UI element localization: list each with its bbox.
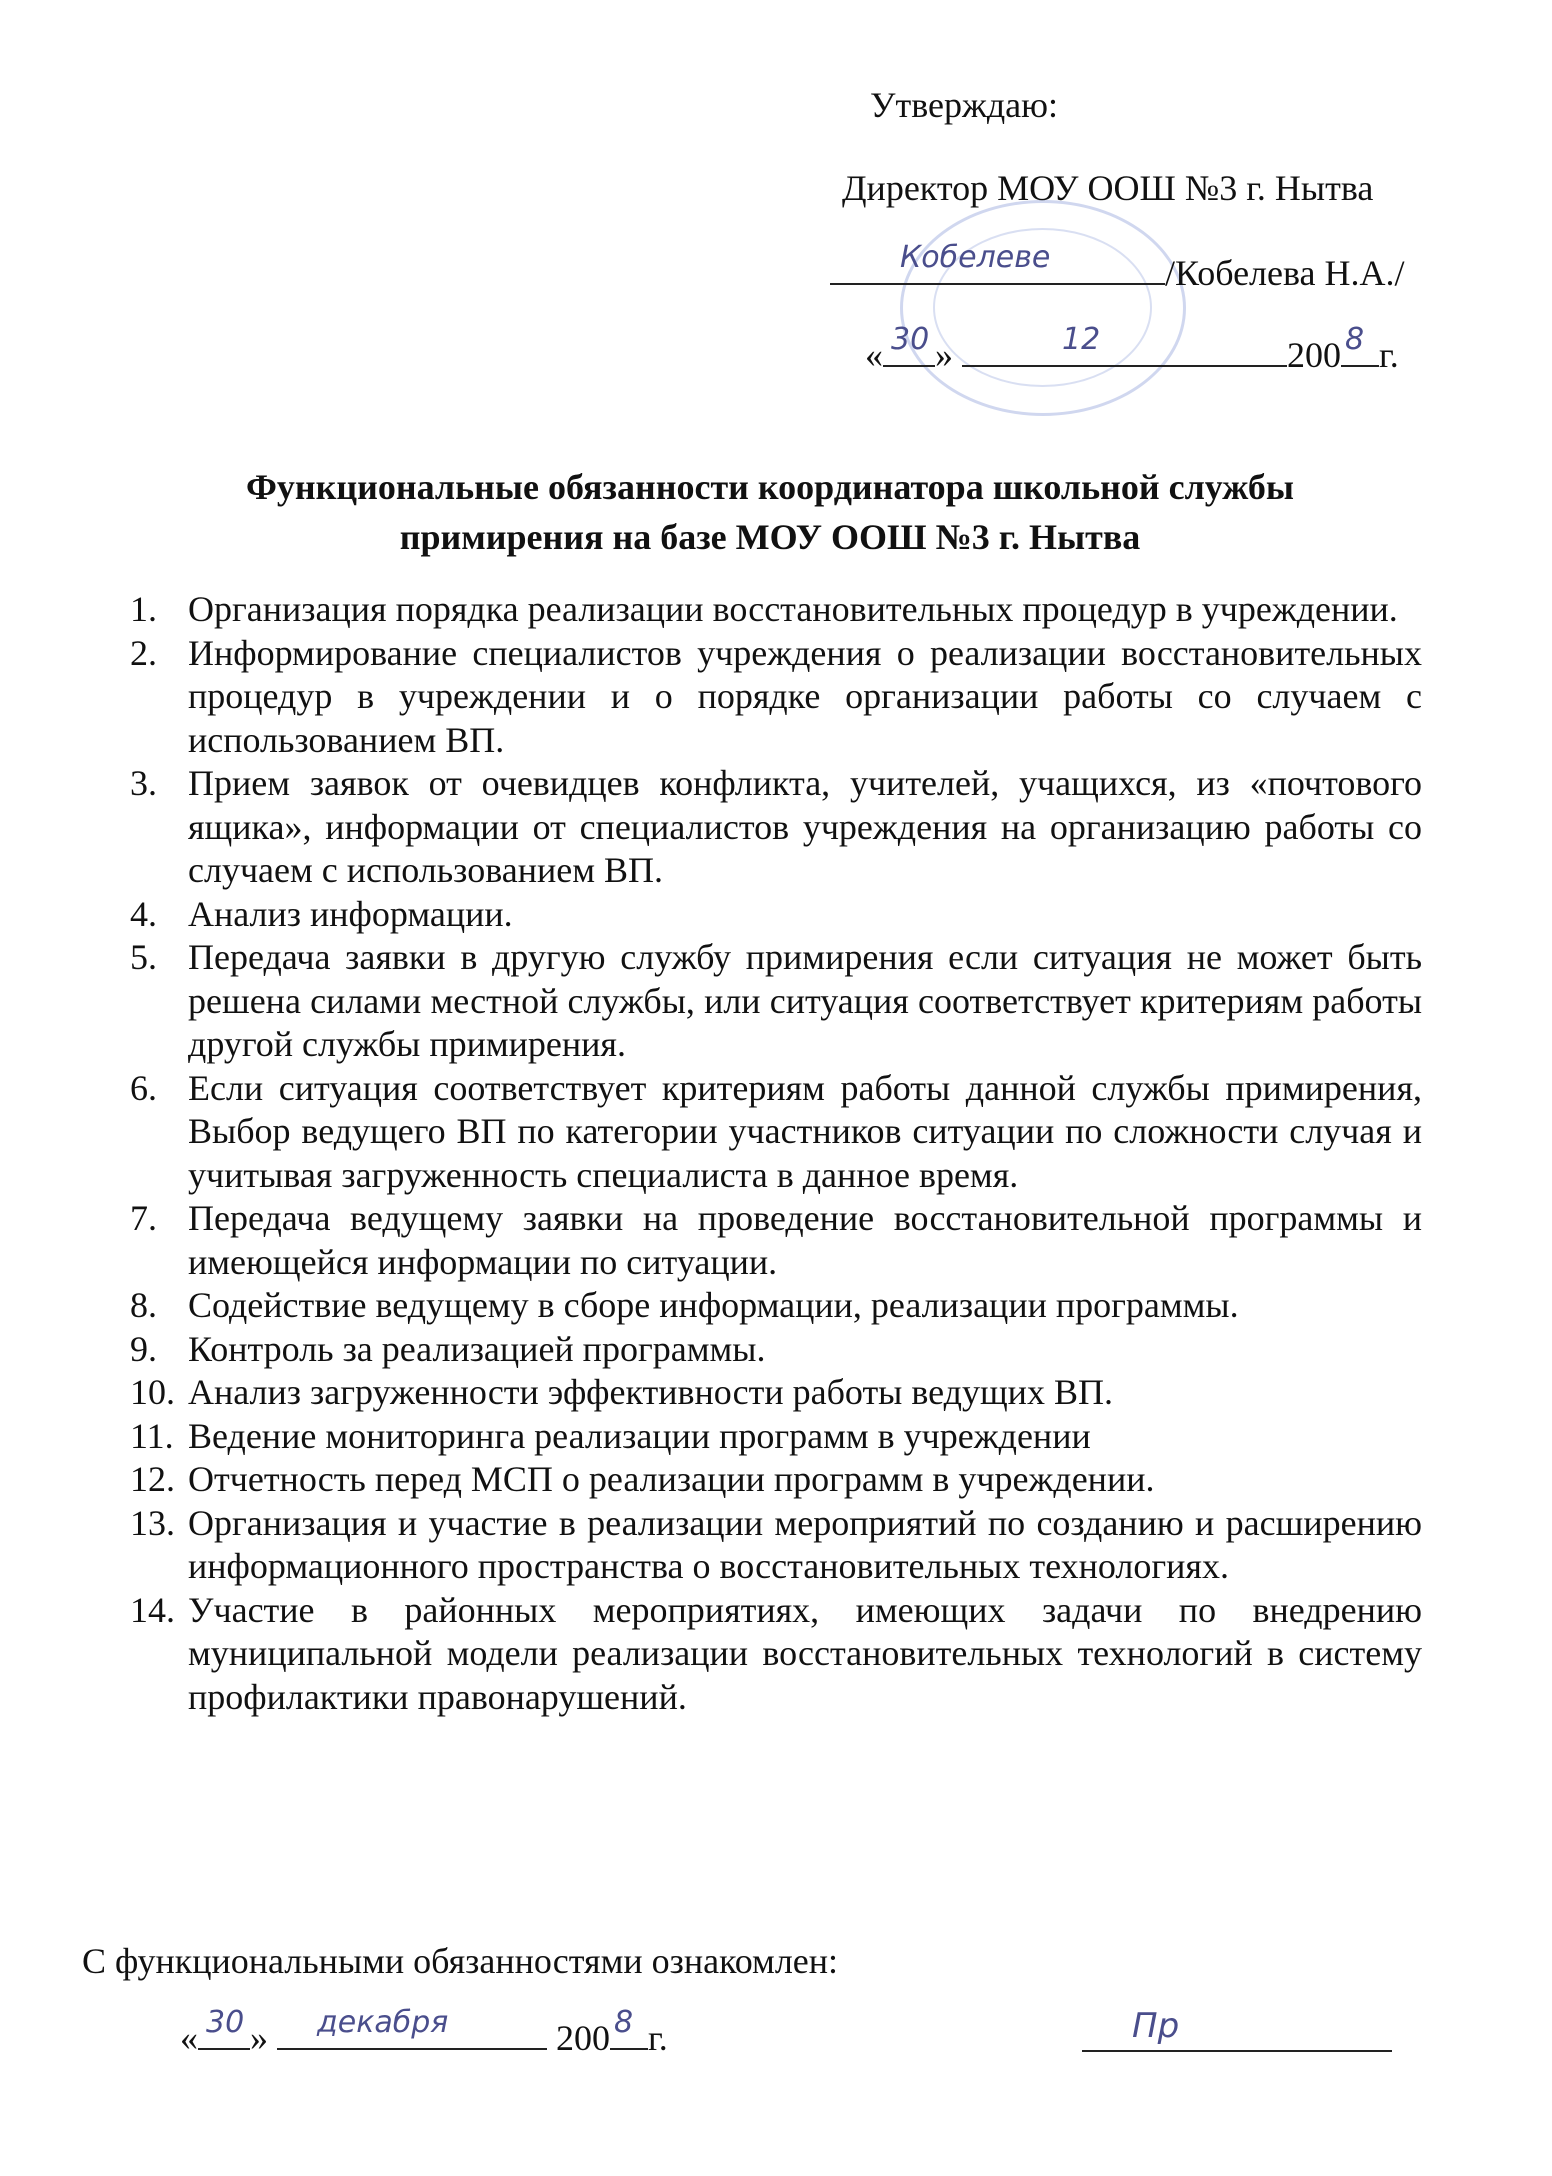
duty-item [130,1067,1422,1198]
approval-title: Утверждаю: [870,85,1059,125]
duty-number: 8. [130,1285,157,1325]
duty-number: 4. [130,893,157,934]
ack-date-year-blank [610,2005,648,2050]
duties-list [130,588,1422,1719]
duty-text: Участие в районных мероприятиях, имеющих задачи по внедрению муниципальной модели реализации восстановительных технологий в систему профилактики правонарушений. [188,1589,1422,1717]
duty-item [130,893,1422,937]
date-close-quote: » [935,335,953,375]
duty-number: 2. [130,632,157,673]
duty-item [130,632,1422,763]
document-title-line2: примирения на базе МОУ ООШ №3 г. Нытва [399,517,1141,557]
acknowledgement-text: С функциональными обязанностями ознакомлен: [82,1941,839,1981]
date-month: 12 [1062,322,1101,357]
date-year-suffix: 8 [1345,322,1365,357]
duty-text: Организация и участие в реализации мероприятий по созданию и расширению информационного пространства о восстановительных технологиях. [188,1502,1422,1586]
duty-item [130,1371,1422,1415]
signature-blank [830,240,1165,285]
duty-number: 3. [130,763,157,803]
duty-number: 5. [130,937,157,977]
ack-date-month-blank [277,2005,547,2050]
duty-number: 12. [130,1459,175,1499]
signature-name: /Кобелева Н.А./ [1165,253,1405,293]
duty-number: 9. [130,1328,157,1369]
ack-date-day-blank [198,2005,250,2050]
duty-item [130,1197,1422,1284]
duty-text: Контроль за реализацией программы. [188,1328,766,1369]
date-year-blank [1341,322,1379,367]
duty-number: 1. [130,589,157,629]
duty-text: Передача заявки в другую службу примирения если ситуация не может быть решена силами местной службы, или ситуация соответствует критериям работы другой службы примирения. [188,937,1422,1064]
approval-date-line [865,322,1399,378]
duty-item [130,1458,1422,1502]
duty-number: 13. [130,1502,175,1543]
duty-number: 14. [130,1589,175,1630]
document-title [120,462,1420,562]
duty-item [130,1415,1422,1459]
duty-text: Ведение мониторинга реализации программ в учреждении [188,1415,1091,1456]
duty-item [130,1284,1422,1328]
date-day-blank [883,322,935,367]
stamp-seal [900,200,1186,416]
acknowledgement-signature: Пр [1132,2006,1180,2046]
duty-text: Содействие ведущему в сборе информации, реализации программы. [188,1285,1239,1325]
acknowledgement-date-line [180,2005,668,2061]
duty-number: 10. [130,1372,175,1412]
date-month-blank [962,322,1287,367]
ack-date-day: 30 [206,2005,245,2040]
duty-text: Прием заявок от очевидцев конфликта, учителей, учащихся, из «почтового ящика», информации от специалистов учреждения на организацию работы со случаем с использованием ВП. [188,763,1422,890]
ack-date-year-end: г. [648,2018,668,2058]
date-open-quote: « [865,335,883,375]
duty-text: Если ситуация соответствует критериям работы данной службы примирения, Выбор ведущего ВП по категории участников ситуации по сложности случая и учитывая загруженность специалиста в данное время. [188,1067,1422,1195]
duty-item [130,936,1422,1067]
duty-text: Отчетность перед МСП о реализации программ в учреждении. [188,1459,1155,1499]
duty-number: 6. [130,1067,157,1108]
duty-text: Организация порядка реализации восстановительных процедур в учреждении. [188,589,1398,629]
director-signature: Кобелеве [900,240,1051,275]
ack-date-year-suffix: 8 [614,2005,634,2040]
approval-signature-line [830,240,1405,296]
ack-date-close-quote: » [250,2018,268,2058]
ack-date-open-quote: « [180,2018,198,2058]
duty-text: Передача ведущему заявки на проведение восстановительной программы и имеющейся информации по ситуации. [188,1198,1422,1282]
duty-item [130,588,1422,632]
ack-date-month: декабря [317,2005,449,2040]
duty-number: 7. [130,1198,157,1238]
date-day: 30 [891,322,930,357]
document-title-line1: Функциональные обязанности координатора школьной службы [245,467,1295,507]
ack-date-year-prefix: 200 [556,2018,610,2058]
date-year-end: г. [1379,335,1399,375]
duty-item [130,1589,1422,1720]
duty-item [130,1328,1422,1372]
approval-director: Директор МОУ ООШ №3 г. Нытва [842,168,1374,208]
duty-text: Информирование специалистов учреждения о реализации восстановительных процедур в учреждении и о порядке организации работы со случаем с использованием ВП. [188,632,1422,760]
duty-number: 11. [130,1415,174,1456]
acknowledgement-signature-line [1082,2006,1392,2052]
duty-text: Анализ информации. [188,893,513,934]
duty-item [130,762,1422,893]
duty-item [130,1502,1422,1589]
date-year-prefix: 200 [1287,335,1341,375]
duty-text: Анализ загруженности эффективности работы ведущих ВП. [188,1372,1113,1412]
